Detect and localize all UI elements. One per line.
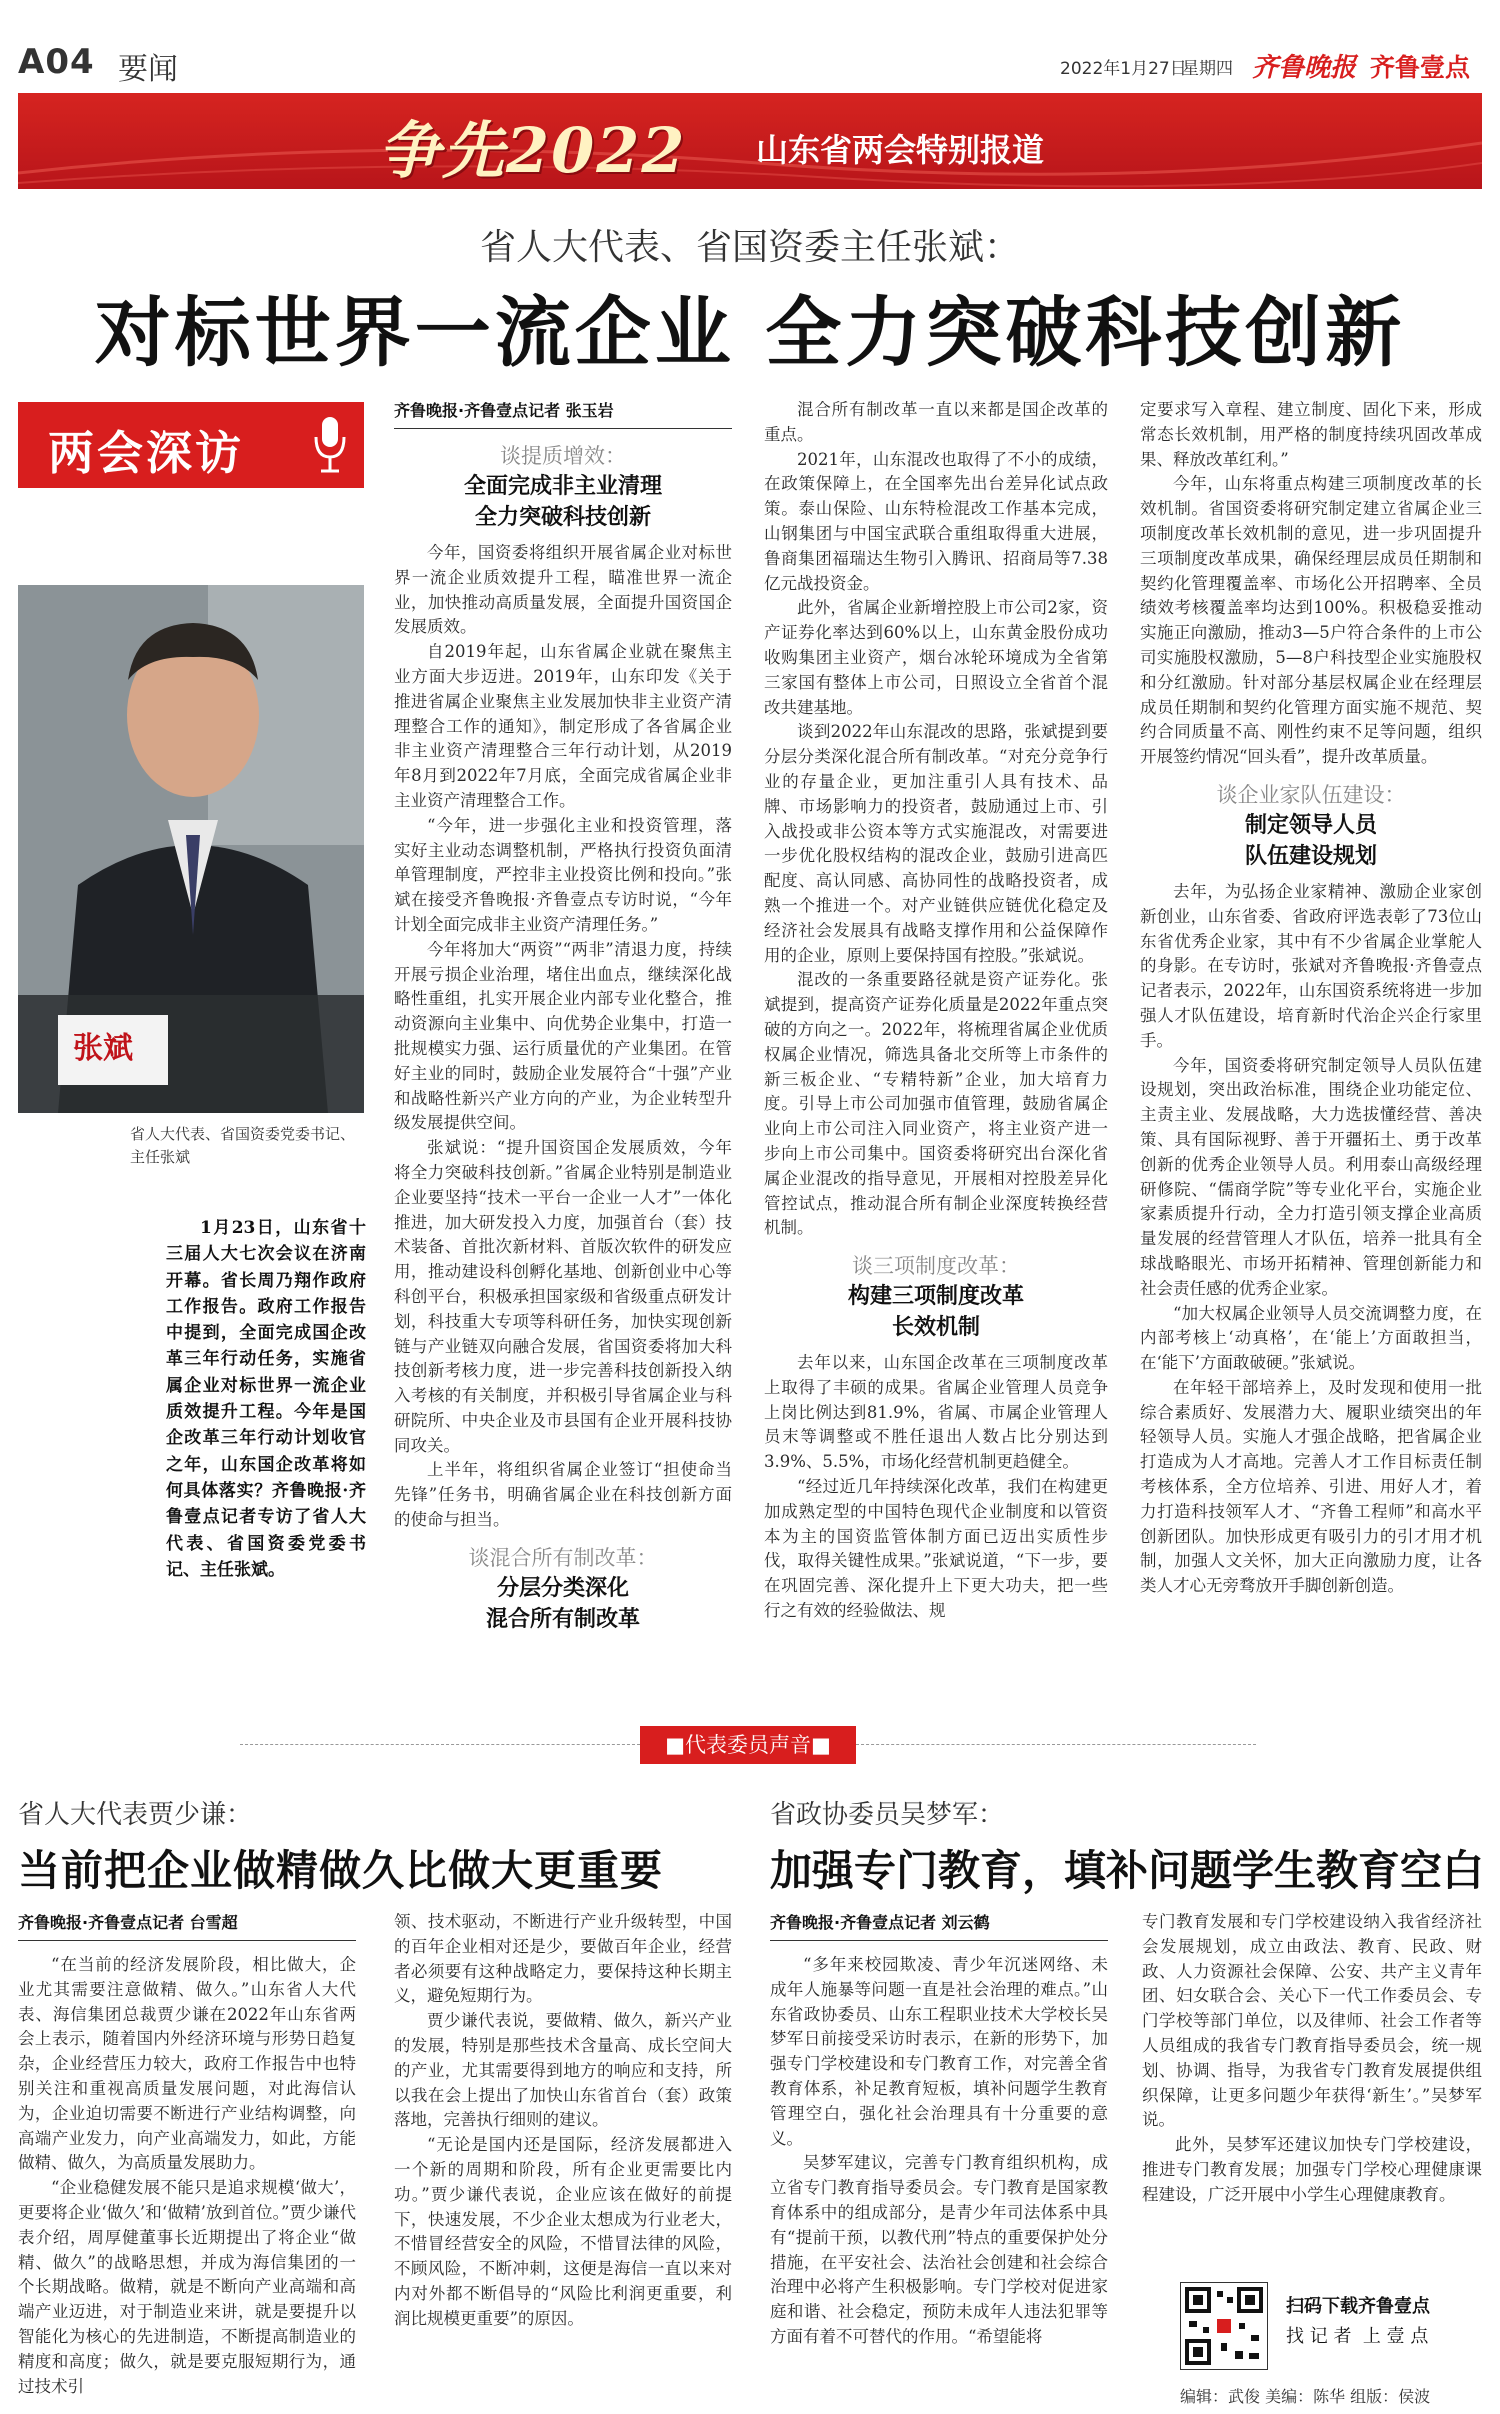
banner-title: 争先2022 <box>378 114 687 187</box>
paragraph: 此外，省属企业新增控股上市公司2家，资产证券化率达到60%以上，山东黄金股份成功收购集团主业资产，烟台冰轮环境成为全省第三家国有整体上市公司，日照设立全省首个混改共建基地。 <box>764 598 1108 717</box>
section-divider <box>18 1722 1482 1768</box>
divider-label: 代表委员声音 <box>685 1733 811 1757</box>
subhead-mixed-title-2: 混合所有制改革 <box>485 1605 640 1632</box>
qr-caption-1: 扫码下载齐鲁壹点 <box>1286 2296 1430 2317</box>
paragraph: 定要求写入章程、建立制度、固化下来，形成常态长效机制，用严格的制度持续巩固改革成果、释放改革红利。” <box>1140 400 1482 469</box>
paragraph: 此外，吴梦军还建议加快专门学校建设，推进专门教育发展；加强专门学校心理健康课程建设，广泛开展中小学生心理健康教育。 <box>1142 2135 1482 2204</box>
article-column-3 <box>1140 398 1482 1599</box>
photo-nameplate: 张斌 <box>73 1031 133 1066</box>
paragraph: 今年将加大“两资”“两非”清退力度，持续开展亏损企业治理，堵住出血点，继续深化战略性重组，扎实开展企业内部专业化整合，推动资源向主业集中、向优势企业集中，打造一批规模实力强、运行质量优的产业集团。在管好主业的同时，鼓励企业发展符合“十强”产业和战略性新兴产业方向的产业，为企业转型升级发展提供空间。 <box>394 939 732 1133</box>
weekday: 星期四 <box>1182 59 1233 79</box>
paragraph: 今年，国资委将研究制定领导人员队伍建设规划，突出政治标准，围绕企业功能定位、主责主业、发展战略，大力选拔懂经营、善决策、具有国际视野、善于开疆拓土、勇于改革创新的优秀企业领导人员。利用泰山高级经理研修院、“儒商学院”等专业化平台，实施企业家素质提升行动，全力打造引领支撑企业高质量发展的经营管理人才队伍，培养一批具有全球战略眼光、市场开拓精神、管理创新能力和社会责任感的优秀企业家。 <box>1140 1055 1482 1298</box>
subhead-quality <box>394 441 732 533</box>
paragraph: 今年，国资委将组织开展省属企业对标世界一流企业质效提升工程，瞄准世界一流企业，加快推动高质量发展，全面提升国资国企发展质效。 <box>394 543 732 637</box>
subhead-quality-title-2: 全力突破科技创新 <box>474 504 651 530</box>
bottom-left-kicker: 省人大代表贾少谦： <box>18 1800 253 1830</box>
qr-caption-2: 找 记 者 上 壹 点 <box>1286 2326 1429 2347</box>
paragraph: 专门教育发展和专门学校建设纳入我省经济社会发展规划，成立由政法、教育、民政、财政、人力资源社会保障、公安、共产主义青年团、妇女联合会、关心下一代工作委员会、专门学校等部门单位，以及律师、社会工作者等人员组成的我省专门教育指导委员会，统一规划、协调、指导，为我省专门教育发展提供组织保障，让更多问题少年获得‘新生’。”吴梦军说。 <box>1142 1912 1482 2130</box>
column-tag-label: 两会深访 <box>48 426 244 480</box>
paragraph: “经过近几年持续深化改革，我们在构建更加成熟定型的中国特色现代企业制度和以管资本为主的国资监管体制方面已迈出实质性步伐，取得关键性成果。”张斌说道，“下一步，要在巩固完善、深化提升上下更大功夫，把一些行之有效的经验做法、规 <box>764 1477 1108 1621</box>
subhead-entrepreneurs <box>1140 780 1482 872</box>
paragraph: “企业稳健发展不能只是追求规模‘做大’，更要将企业‘做久’和‘做精’放到首位。”贾少谦代表介绍，周厚健董事长近期提出了将企业“做精、做久”的战略思想，并成为海信集团的一个长期战略。做精，就是不断向产业高端和高端产业迈进，对于制造业来讲，就是要提升以智能化为核心的先进制造，不断提高制造业的精度和高度；做久，就是要克服短期行为，通过技术引 <box>18 2178 356 2396</box>
divider-rule-right <box>856 1744 1256 1745</box>
paragraph: 贾少谦代表说，要做精、做久，新兴产业的发展，特别是那些技术含量高、成长空间大的产业，尤其需要得到地方的响应和支持，所以我在会上提出了加快山东省首台（套）政策落地，完善执行细则的建议。 <box>394 2011 732 2130</box>
portrait-illustration <box>18 585 364 1113</box>
qr-code-icon <box>1181 2283 1267 2369</box>
photo-caption: 省人大代表、省国资委党委书记、主任张斌 <box>130 1125 356 1166</box>
article-column-2 <box>764 398 1108 1624</box>
banner-subtitle: 山东省两会特别报道 <box>756 131 1045 169</box>
column-tag <box>18 402 364 488</box>
page-code: A04 <box>18 42 95 82</box>
paragraph: “多年来校园欺凌、青少年沉迷网络、未成年人施暴等问题一直是社会治理的难点。”山东省政协委员、山东工程职业技术大学校长吴梦军日前接受采访时表示，在新的形势下，加强专门学校建设和专门教育工作，对完善全省教育体系，补足教育短板，填补问题学生教育管理空白，强化社会治理具有十分重要的意义。 <box>770 1955 1108 2148</box>
bottom-right-headline: 加强专门教育，填补问题学生教育空白 <box>770 1846 1485 1895</box>
paragraph: 混合所有制改革一直以来都是国企改革的重点。 <box>764 400 1108 444</box>
paragraph: 上半年，将组织省属企业签订“担使命当先锋”任务书，明确省属企业在科技创新方面的使命与担当。 <box>394 1460 732 1530</box>
subhead-three-title-1: 构建三项制度改革 <box>847 1283 1024 1310</box>
subhead-three-systems <box>764 1251 1108 1343</box>
paragraph: 张斌说：“提升国资国企发展质效，今年将全力突破科技创新。”省属企业特别是制造业企业要坚持“技术一平台一企业一人才”一体化推进，加大研发投入力度，加强首台（套）技术装备、首批次新材料、首版次软件的研发应用，推动建设科创孵化基地、创新创业中心等科创平台，积极承担国家级和省级重点研发计划，科技重大专项等科研任务，加快实现创新链与产业链双向融合发展，省国资委将加大科技创新考核力度，进一步完善科技创新投入纳入考核的有关制度，并积极引导省属企业与科研院所、中央企业及市县国有企业开展科技协同攻关。 <box>394 1138 732 1455</box>
subhead-entrepreneurs-title-2: 队伍建设规划 <box>1244 842 1377 869</box>
page-credits: 编辑：武俊 美编：陈华 组版：侯波 <box>1180 2387 1431 2406</box>
paragraph: “无论是国内还是国际，经济发展都进入一个新的周期和阶段，所有企业更需要比内功。”贾少谦代表说，企业应该在做好的前提下，快速发展，不少企业太想成为行业老大，不惜冒经营安全的风险，不惜冒法律的风险，不顾风险，不断冲刺，这便是海信一直以来对内对外都不断倡导的“风险比利润更重要，利润比规模更重要”的原因。 <box>394 2135 732 2328</box>
banner-decoration <box>18 93 1482 189</box>
special-report-banner <box>18 93 1482 189</box>
paragraph: 去年以来，山东国企改革在三项制度改革上取得了丰硕的成果。省属企业管理人员竞争上岗比例达到81.9%，省属、市属企业管理人员末等调整或不胜任退出人数占比分别达到3.9%、5.5%，市场化经营机制更趋健全。 <box>764 1353 1108 1472</box>
subhead-mixed-ownership <box>394 1543 732 1635</box>
bottom-right-column-2 <box>1142 1910 1482 2208</box>
article-column-1 <box>394 398 732 1643</box>
paragraph: 2021年，山东混改也取得了不小的成绩，在政策保障上，在全国率先出台差异化试点政策。泰山保险、山东特检混改工作基本完成，山钢集团与中国宝武联合重组取得重大进展，鲁商集团福瑞达生物引入腾讯、招商局等7.38亿元战投资金。 <box>764 449 1108 593</box>
bottom-left-byline: 齐鲁晚报·齐鲁壹点记者 台雪超 <box>18 1910 356 1941</box>
portrait-photo <box>18 585 364 1113</box>
paragraph: 吴梦军建议，完善专门教育组织机构，成立省专门教育指导委员会。专门教育是国家教育体系中的组成部分，是青少年司法体系中具有“提前干预，以教代刑”特点的重要保护处分措施，在平安社会、法治社会创建和社会综合治理中必将产生积极影响。专门学校对促进家庭和谐、社会稳定，预防未成年人违法犯罪等方面有着不可替代的作用。“希望能将 <box>770 2153 1108 2346</box>
subhead-entrepreneurs-kicker: 谈企业家队伍建设： <box>1216 782 1406 807</box>
subhead-quality-kicker: 谈提质增效： <box>500 444 626 468</box>
main-headline: 对标世界一流企业 全力突破科技创新 <box>94 288 1406 377</box>
paragraph: 领、技术驱动，不断进行产业升级转型，中国的百年企业相对还是少，要做百年企业，经营者必须要有这种战略定力，要保持这种长期主义，避免短期行为。 <box>394 1912 732 2006</box>
divider-rule-left <box>240 1744 640 1745</box>
paragraph: 去年，为弘扬企业家精神、激励企业家创新创业，山东省委、省政府评选表彰了73位山东省优秀企业家，其中有不少省属企业掌舵人的身影。在专访时，张斌对齐鲁晚报·齐鲁壹点记者表示，2022年，山东国资系统将进一步加强人才队伍建设，培育新时代治企兴企行家里手。 <box>1140 881 1482 1050</box>
masthead <box>0 0 1500 90</box>
paragraph: “加大权属企业领导人员交流调整力度，在内部考核上‘动真格’，在‘能上’方面敢担当，在‘能下’方面敢破硬。”张斌说。 <box>1140 1303 1482 1373</box>
subhead-three-title-2: 长效机制 <box>891 1314 980 1341</box>
intro-paragraph <box>166 1215 366 1583</box>
brand-logo: 齐鲁壹点 <box>1370 53 1471 82</box>
paragraph: 今年，山东将重点构建三项制度改革的长效机制。省国资委将研究制定建立省属企业三项制度改革长效机制的意见，进一步巩固提升三项制度改革成果，确保经理层成员任期制和契约化管理覆盖率、市场化公开招聘率、全员绩效考核覆盖率均达到100%。积极稳妥推动实施正向激励，推动3—5户符合条件的上市公司实施股权激励，5—8户科技型企业实施股权和分红激励。针对部分基层权属企业在经理层成员任期制和契约化管理方面实施不规范、契约合同质量不高、刚性约束不足等问题，组织开展签约情况“回头看”，提升改革质量。 <box>1140 474 1482 767</box>
bottom-left-headline: 当前把企业做精做久比做大更重要 <box>18 1846 664 1895</box>
paragraph: 谈到2022年山东混改的思路，张斌提到要分层分类深化混合所有制改革。“对充分竞争行业的存量企业，更加注重引人具有技术、品牌、市场影响力的投资者，鼓励通过上市、引入战投或非公资本等方式实施混改，对需要进一步优化股权结构的混改企业，鼓励引进高匹配度、高认同感、高协同性的战略投资者，成熟一个推进一个。对产业链供应链优化稳定及经济社会发展具有战略支撑作用和公益保障作用的企业，原则上要保持国有控股。”张斌说。 <box>764 722 1108 965</box>
divider-label-box: ■代表委员声音■ <box>640 1726 856 1764</box>
subhead-mixed-title-1: 分层分类深化 <box>496 1574 629 1601</box>
bottom-left-column-2 <box>394 1910 732 2332</box>
paragraph: 自2019年起，山东省属企业就在聚焦主业方面大步迈进。2019年，山东印发《关于推进省属企业聚焦主业发展加快非主业资产清理整合工作的通知》，制定形成了各省属企业非主业资产清理整合三年行动计划，从2019年8月到2022年7月底，全面完成省属企业非主业资产清理整合工作。 <box>394 642 732 810</box>
bottom-right-byline: 齐鲁晚报·齐鲁壹点记者 刘云鹤 <box>770 1910 1108 1941</box>
microphone-icon <box>310 413 350 477</box>
issue-date: 2022年1月27日 <box>1060 59 1187 79</box>
main-kicker: 省人大代表、省国资委主任张斌： <box>479 227 1020 268</box>
subhead-quality-title-1: 全面完成非主业清理 <box>463 473 662 499</box>
qr-code[interactable] <box>1180 2282 1268 2370</box>
bottom-left-column-1 <box>18 1910 356 2399</box>
subhead-three-kicker: 谈三项制度改革： <box>852 1254 1020 1279</box>
paragraph: “今年，进一步强化主业和投资管理，落实好主业动态调整机制，严格执行投资负面清单管理制度，严控非主业投资比例和投向。”张斌在接受齐鲁晚报·齐鲁壹点专访时说，“今年计划全面完成非主业资产清理任务。” <box>394 815 732 934</box>
bottom-right-column-1 <box>770 1910 1108 2350</box>
bottom-right-kicker: 省政协委员吴梦军： <box>770 1800 1005 1830</box>
section-name: 要闻 <box>118 52 178 87</box>
article-byline: 齐鲁晚报·齐鲁壹点记者 张玉岩 <box>394 398 732 429</box>
subhead-entrepreneurs-title-1: 制定领导人员 <box>1244 811 1377 838</box>
paper-logo: 齐鲁晚报 <box>1252 53 1357 83</box>
subhead-mixed-kicker: 谈混合所有制改革： <box>468 1545 658 1570</box>
paragraph: 在年轻干部培养上，及时发现和使用一批综合素质好、发展潜力大、履职业绩突出的年轻领导人员。实施人才强企战略，把省属企业打造成为人才高地。完善人才工作目标责任制考核体系，全方位培养、引进、用好人才，着力打造科技领军人才、“齐鲁工程师”和高水平创新团队。加快形成更有吸引力的引才用才机制，加强人文关怀，加大正向激励力度，让各类人才心无旁骛放开手脚创新创造。 <box>1140 1377 1482 1596</box>
intro-text: 1月23日，山东省十三届人大七次会议在济南开幕。省长周乃翔作政府工作报告。政府工作报告中提到，全面完成国企改革三年行动任务，实施省属企业对标世界一流企业质效提升工程。今年是国企改革三年行动计划收官之年，山东国企改革将如何具体落实？齐鲁晚报·齐鲁壹点记者专访了省人大代表、省国资委党委书记、主任张斌。 <box>166 1218 366 1580</box>
paragraph: “在当前的经济发展阶段，相比做大，企业尤其需要注意做精、做久。”山东省人大代表、海信集团总裁贾少谦在2022年山东省两会上表示，随着国内外经济环境与形势日趋复杂，企业经营压力较大，政府工作报告中也特别关注和重视高质量发展问题，对此海信认为，企业迫切需要不断进行产业结构调整，向高端产业发力，向产业高端发力，如此，方能做精、做久，为高质量发展助力。 <box>18 1955 356 2173</box>
paragraph: 混改的一条重要路径就是资产证券化。张斌提到，提高资产证券化质量是2022年重点突破的方向之一。2022年，将梳理省属企业优质权属企业情况，筛选具备北交所等上市条件的新三板企业、“专精特新”企业，加大培育力度。引导上市公司加强市值管理，鼓励省属企业向上市公司注入同业资产，将主业资产进一步向上市公司集中。国资委将研究出台深化省属企业混改的指导意见，开展相对控股差异化管控试点，推动混合所有制企业深度转换经营机制。 <box>764 970 1108 1238</box>
